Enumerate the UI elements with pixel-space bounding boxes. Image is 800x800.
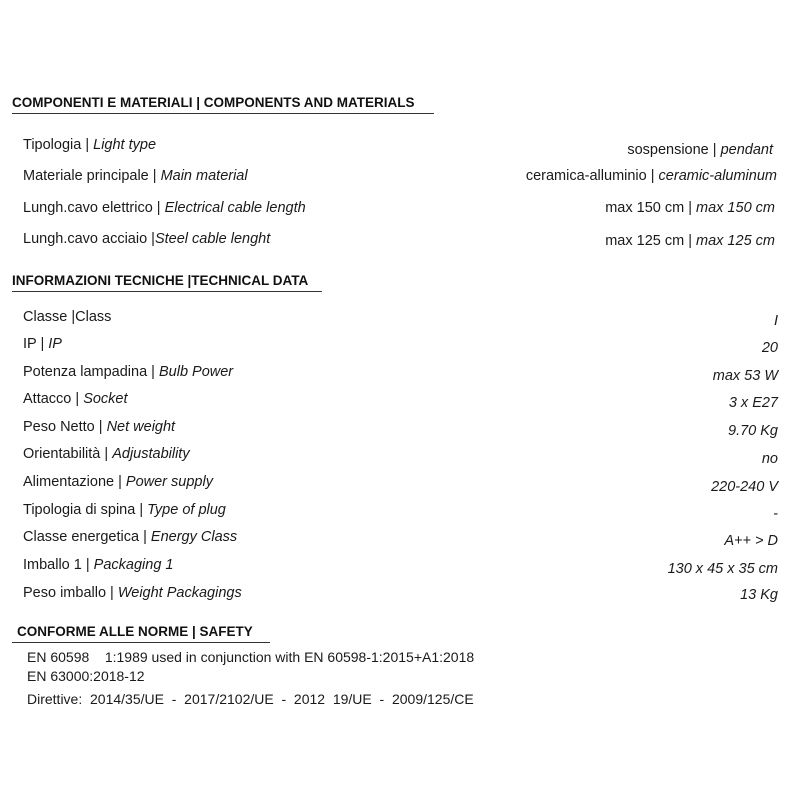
label-it: Classe energetica xyxy=(23,529,140,545)
label-it: Potenza lampadina xyxy=(23,364,148,380)
safety-line-rohs xyxy=(27,668,145,684)
label-it: Peso imballo xyxy=(23,585,107,601)
tech-value-net-weight: 9.70 Kg xyxy=(728,423,778,439)
tech-row-socket: Attacco | Socket 3 x E27 xyxy=(23,391,778,411)
components-row-type: Tipologia | Light type sospensione | pendant xyxy=(23,137,773,158)
safety-rule xyxy=(12,642,270,643)
label-it: Lungh.cavo elettrico xyxy=(23,200,153,216)
label-it: Tipologia di spina xyxy=(23,502,136,518)
tech-row-energy-class: Classe energetica | Energy Class A++ > D xyxy=(23,529,778,549)
label-en: Class xyxy=(75,309,112,325)
components-row-electrical-cable: Lungh.cavo elettrico | Electrical cable length max 150 cm | max 150 cm xyxy=(23,200,775,216)
tech-value-packaging-weight: 13 Kg xyxy=(740,587,778,603)
label-it: Classe xyxy=(23,309,68,325)
label-en: Weight Packagings xyxy=(117,585,242,601)
tech-row-plug-type: Tipologia di spina | Type of plug - xyxy=(23,502,778,522)
label-en: Power supply xyxy=(125,474,213,490)
tech-row-ip: IP | IP 20 xyxy=(23,336,778,356)
tech-row-packaging-weight: Peso imballo | Weight Packagings 13 Kg xyxy=(23,585,778,603)
components-rule xyxy=(12,113,434,114)
value-it: max 125 cm xyxy=(605,233,685,249)
label-en: Electrical cable length xyxy=(164,200,306,216)
tech-row-bulb-power: Potenza lampadina | Bulb Power max 53 W xyxy=(23,364,778,384)
value-it: max 150 cm xyxy=(605,200,685,216)
tech-row-power-supply: Alimentazione | Power supply 220-240 V xyxy=(23,474,778,495)
value-en: max 150 cm xyxy=(696,200,775,216)
tech-row-packaging: Imballo 1 | Packaging 1 130 x 45 x 35 cm xyxy=(23,557,778,577)
tech-value-adjustability: no xyxy=(761,451,778,467)
tech-value-energy-class: A++ > D xyxy=(724,533,778,549)
safety-line-text: EN 63000:2018-12 xyxy=(27,668,145,684)
components-row-steel-cable: Lungh.cavo acciaio |Steel cable lenght max 125 cm | max 125 cm xyxy=(23,231,775,249)
label-en: Adjustability xyxy=(112,446,190,462)
safety-line-text: Direttive: 2014/35/UE - 2017/2102/UE - 2012 19/UE - 2009/125/CE xyxy=(27,691,474,707)
label-it: Peso Netto xyxy=(23,419,95,435)
value-en: pendant xyxy=(720,142,773,158)
tech-value-class: I xyxy=(773,313,778,329)
value-en: max 125 cm xyxy=(696,233,775,249)
label-it: IP xyxy=(23,336,37,352)
components-title: COMPONENTI E MATERIALI | COMPONENTS AND MATERIALS xyxy=(12,95,415,110)
safety-line-text: EN 60598 1:1989 used in conjunction with EN 60598-1:2015+A1:2018 xyxy=(27,649,475,665)
tech-value-bulb-power: max 53 W xyxy=(712,368,778,384)
value-it: sospensione xyxy=(627,142,709,158)
value-en: ceramic-aluminum xyxy=(658,168,777,184)
safety-line-standard xyxy=(27,649,474,665)
tech-row-net-weight: Peso Netto | Net weight 9.70 Kg xyxy=(23,419,778,439)
label-en: Light type xyxy=(93,137,157,153)
label-it: Alimentazione xyxy=(23,474,115,490)
tech-value-ip: 20 xyxy=(761,340,778,356)
label-it: Orientabilità xyxy=(23,446,101,462)
value-it: ceramica-alluminio xyxy=(525,168,647,184)
tech-value-power-supply: 220-240 V xyxy=(711,479,778,495)
label-en: Steel cable lenght xyxy=(154,231,271,247)
label-en: Socket xyxy=(83,391,128,407)
label-en: Net weight xyxy=(106,419,176,435)
label-en: Bulb Power xyxy=(158,364,234,380)
label-en: Main material xyxy=(160,168,248,184)
label-en: Type of plug xyxy=(147,502,226,518)
tech-value-packaging: 130 x 45 x 35 cm xyxy=(667,561,778,577)
label-it: Tipologia xyxy=(23,137,82,153)
safety-title: CONFORME ALLE NORME | SAFETY xyxy=(17,624,253,639)
safety-line-directives xyxy=(27,691,474,707)
label-en: Packaging 1 xyxy=(93,557,174,573)
tech-row-class: Classe |Class I xyxy=(23,309,778,329)
label-it: Materiale principale xyxy=(23,168,149,184)
components-row-material: Materiale principale | Main material ceramica-alluminio | ceramic-aluminum xyxy=(23,168,777,184)
tech-value-socket: 3 x E27 xyxy=(728,395,778,411)
technical-title: INFORMAZIONI TECNICHE |TECHNICAL DATA xyxy=(12,273,309,288)
tech-row-adjustability: Orientabilità | Adjustability no xyxy=(23,446,778,467)
technical-rule xyxy=(12,291,322,292)
label-it: Attacco xyxy=(23,391,72,407)
label-en: IP xyxy=(48,336,62,352)
label-it: Lungh.cavo acciaio xyxy=(23,231,148,247)
label-en: Energy Class xyxy=(150,529,238,545)
tech-value-plug-type: - xyxy=(773,506,778,522)
label-it: Imballo 1 xyxy=(23,557,82,573)
